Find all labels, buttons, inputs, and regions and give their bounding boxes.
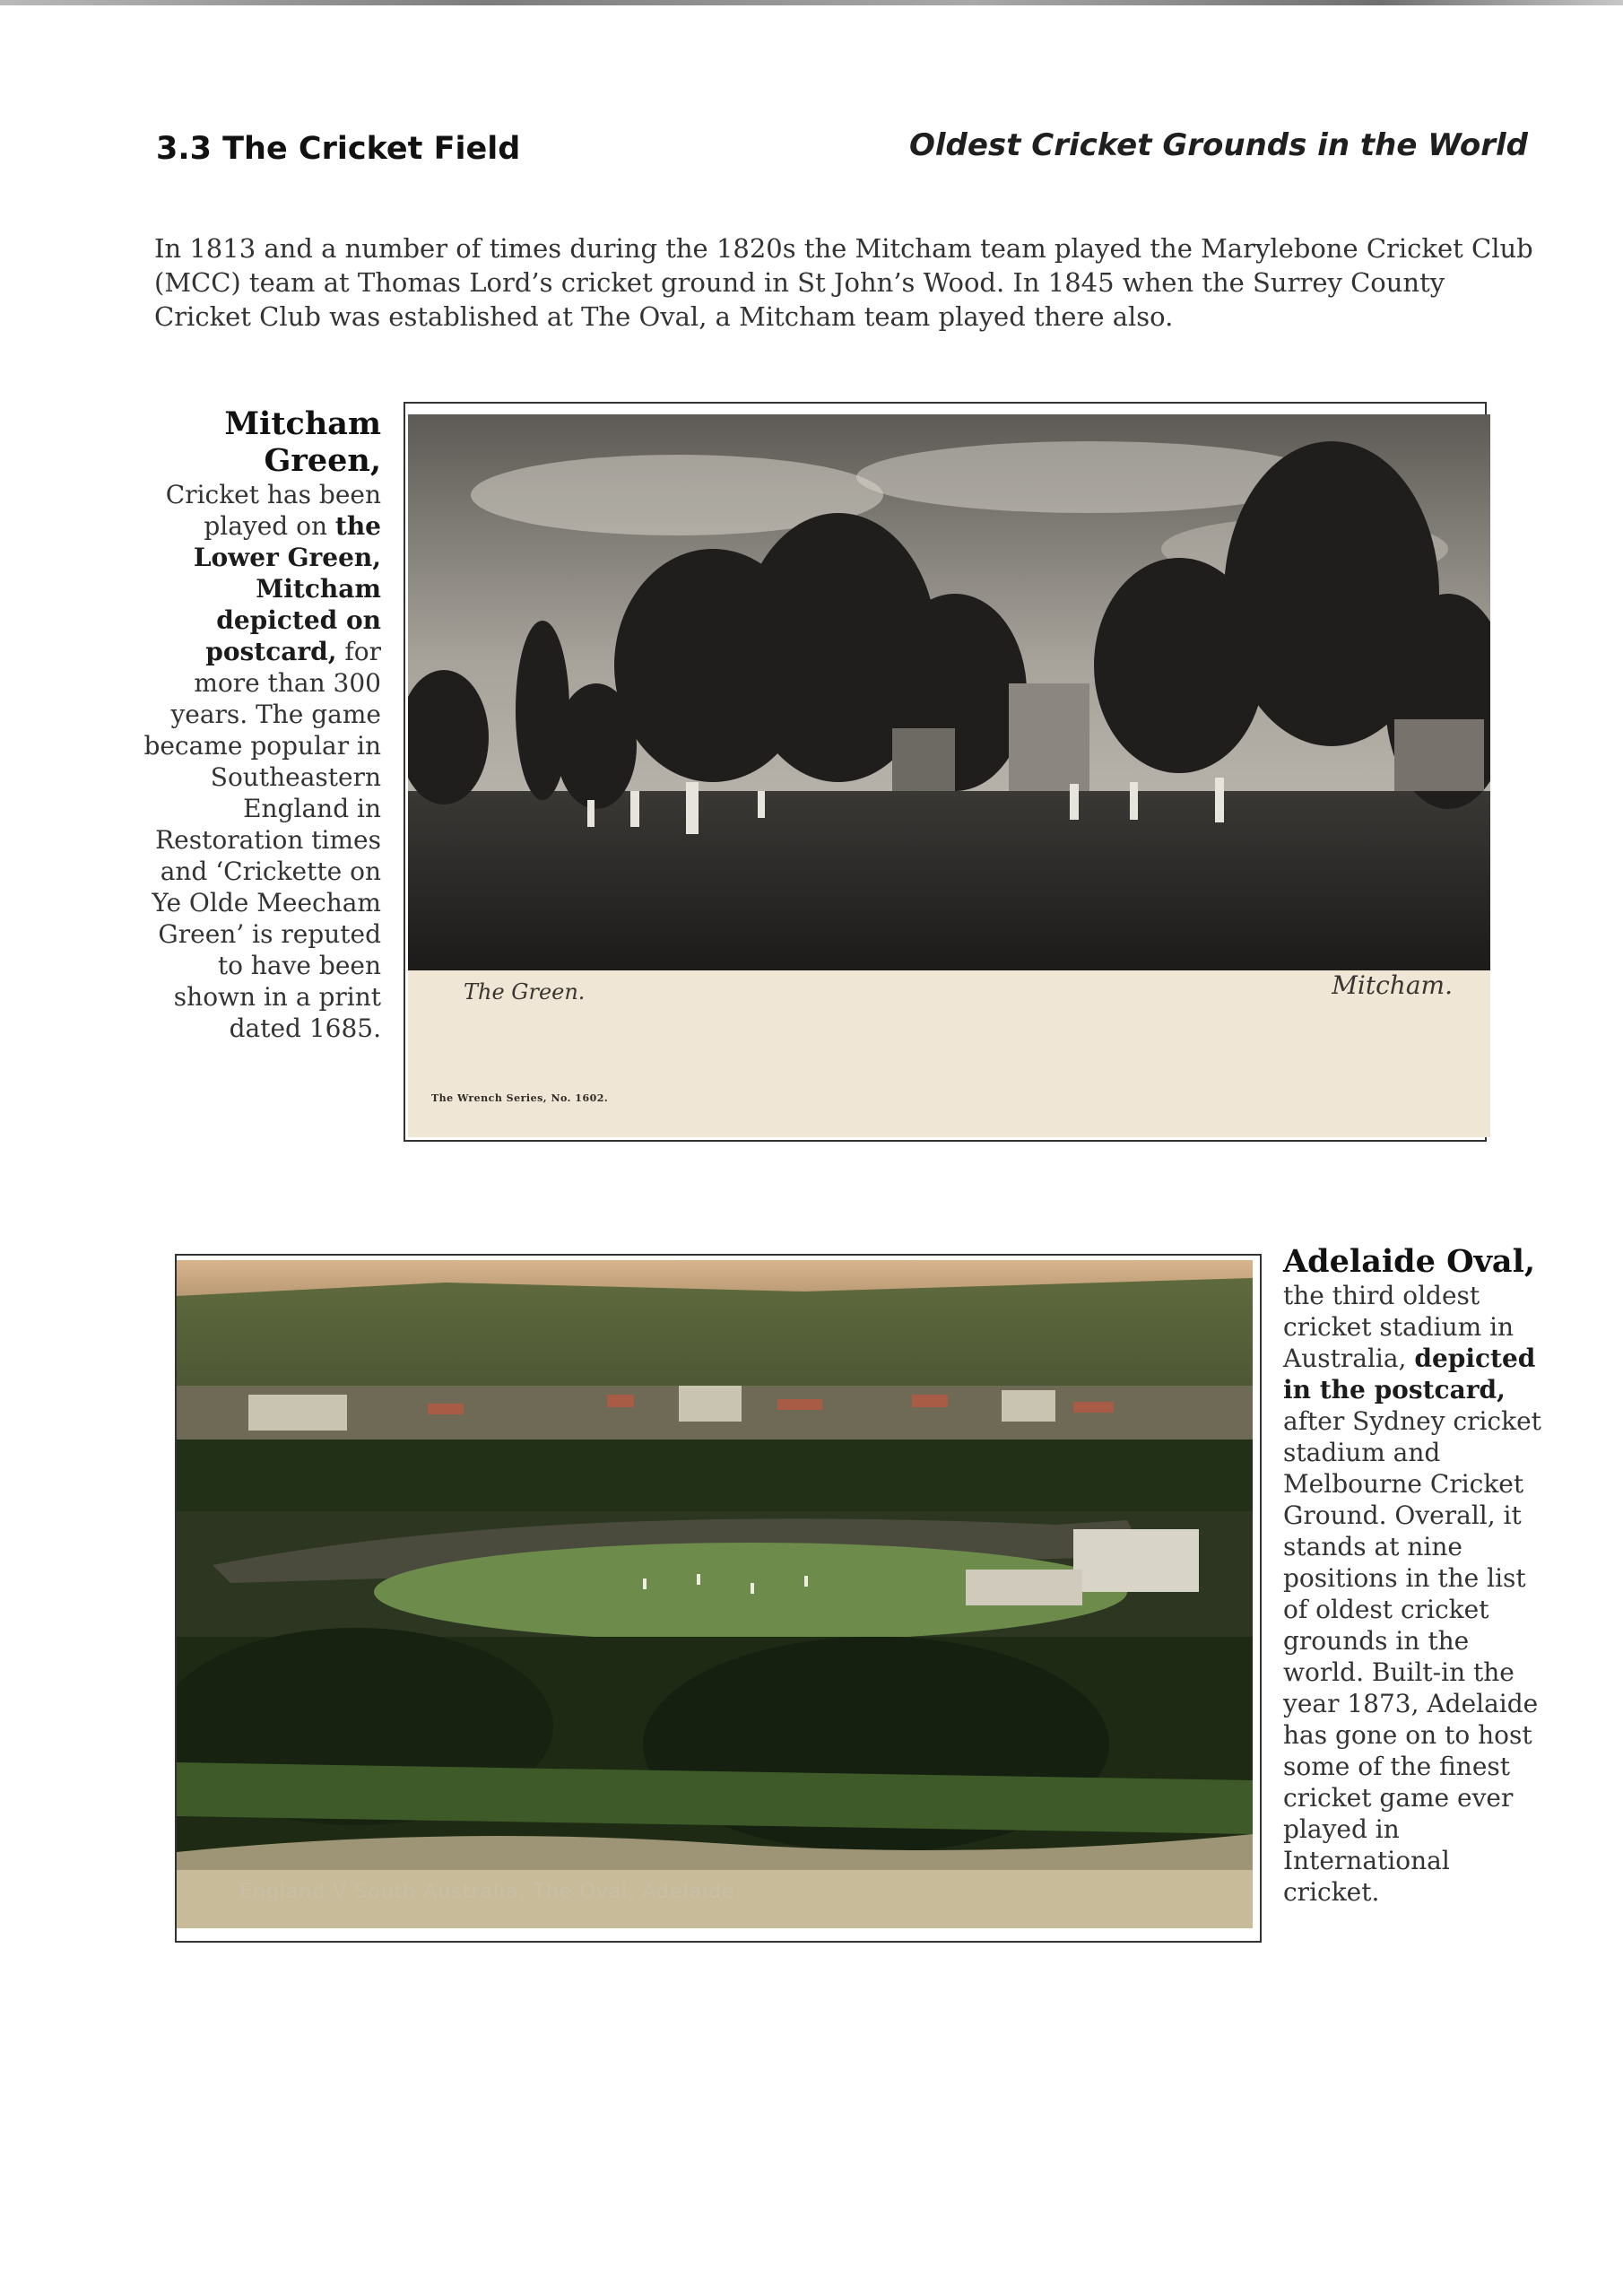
intro-paragraph: In 1813 and a number of times during the 1820s the Mitcham team played the Marylebone Cricket Club (MCC) team at Thomas Lord’s cricket ground in St John’s Wood. In 1845 when the Surrey County Cricket Club was established at The Oval, a Mitcham team played there also. [154, 233, 1533, 332]
mitcham-green-photo [408, 414, 1490, 970]
postcard-caption-adelaide: England V South Australia, The Oval, Adelaide. [239, 1881, 742, 1903]
mitcham-caption [135, 405, 381, 1044]
adelaide-caption-lead: Adelaide Oval, [1283, 1243, 1536, 1280]
adelaide-caption-bold: depicted in the postcard, [1283, 1344, 1536, 1405]
running-head: Oldest Cricket Grounds in the World [908, 127, 1528, 163]
adelaide-caption-text-2: after Sydney cricket stadium and Melbourne Cricket Ground. Overall, it stands at nine positions in the list of oldest cricket grounds in the world. Built-in the year 1873, Adelaide has gone on to host some of the finest cricket game ever played in International cricket. [1283, 1406, 1541, 1907]
section-title: 3.3 The Cricket Field [156, 131, 521, 167]
mitcham-caption-bold: the Lower Green, Mitcham depicted on postcard, [193, 511, 381, 666]
postcard-caption-the-green: The Green. [464, 979, 586, 1004]
mitcham-postcard [408, 414, 1490, 1137]
scan-edge [0, 0, 1623, 5]
mitcham-caption-lead: Mitcham Green, [224, 405, 381, 479]
postcard-caption-mitcham: Mitcham. [1332, 970, 1453, 1000]
postcard-series-label: The Wrench Series, No. 1602. [431, 1092, 609, 1104]
adelaide-caption-text-1: the third oldest cricket stadium in Australia, [1283, 1281, 1515, 1373]
adelaide-postcard [177, 1260, 1253, 1928]
adelaide-caption [1283, 1243, 1543, 1908]
mitcham-caption-text-1: Cricket has been played on [165, 480, 381, 541]
adelaide-oval-photo [177, 1260, 1253, 1928]
mitcham-caption-text-2: for more than 300 years. The game became popular in Southeastern England in Restoration times and ‘Crickette on Ye Olde Meecham Green’ is reputed to have been shown in a print dated 1685. [143, 637, 381, 1043]
